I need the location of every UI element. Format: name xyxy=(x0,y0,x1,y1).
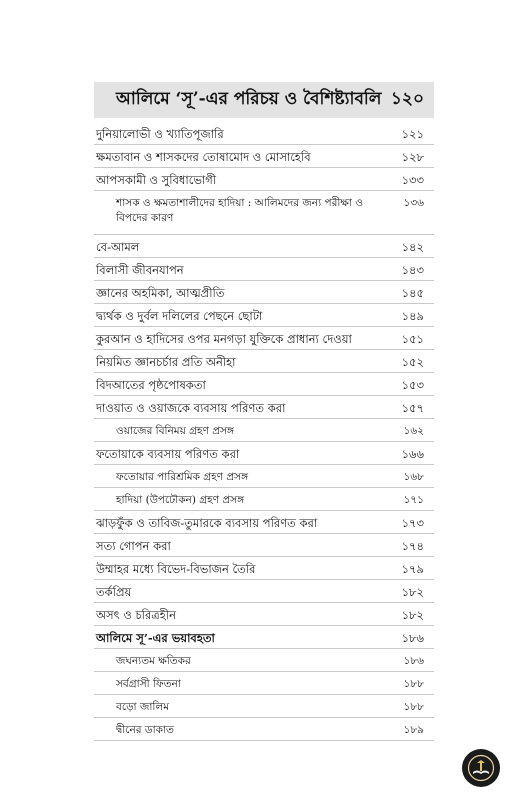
toc-entry[interactable] xyxy=(94,281,434,304)
toc-entry[interactable] xyxy=(94,396,434,419)
toc-page xyxy=(94,82,434,741)
entry-title: সত্য গোপন করা xyxy=(96,539,171,553)
toc-entry[interactable] xyxy=(94,168,434,191)
entry-title: বে-আমল xyxy=(96,240,140,254)
entry-page: ১৮৮ xyxy=(403,678,424,690)
entry-page: ১৮৮ xyxy=(403,701,424,713)
toc-entry[interactable] xyxy=(94,534,434,557)
entry-page: ১৫২ xyxy=(401,355,424,369)
entry-page: ১৬২ xyxy=(403,425,424,437)
entry-title: কুরআন ও হাদিসের ওপর মনগড়া যুক্তিকে প্রাধান্য দেওয়া xyxy=(96,332,352,346)
entry-page: ১৪২ xyxy=(401,240,424,254)
publisher-logo-icon xyxy=(462,749,500,787)
entry-title: বিলাসী জীবনযাপন xyxy=(96,263,184,277)
entry-title: শাসক ও ক্ষমতাশালীদের হাদিয়া : আলিমদের জন্য পরীক্ষা ও বিপদের কারণ xyxy=(116,197,363,224)
entry-title: ঝাড়ফুঁক ও তাবিজ-তুমারকে ব্যবসায় পরিণত করা xyxy=(96,516,318,530)
entry-page: ১৭৩ xyxy=(401,516,424,530)
entry-page: ১৭৪ xyxy=(401,539,424,553)
toc-subentry[interactable] xyxy=(94,718,434,741)
entry-page: ১৬৮ xyxy=(403,471,424,483)
entry-page: ১২১ xyxy=(401,127,424,141)
section-page-number: ১২০ xyxy=(390,89,424,109)
toc-entry[interactable] xyxy=(94,327,434,350)
entry-page: ১৭৯ xyxy=(401,562,424,576)
entry-title: ফতোয়াকে ব্যবসায় পরিণত করা xyxy=(96,447,240,461)
toc-entry[interactable] xyxy=(94,122,434,145)
entry-page: ১৭১ xyxy=(403,494,424,506)
entry-title: সর্বগ্রাসী ফিতনা xyxy=(116,678,181,690)
toc-entry[interactable] xyxy=(94,557,434,580)
entry-title: ফতোয়ার পারিশ্রমিক গ্রহণ প্রসঙ্গ xyxy=(116,471,249,483)
entry-title: তর্কপ্রিয় xyxy=(96,585,132,599)
entry-title: দুনিয়ালোভী ও খ্যাতিপূজারি xyxy=(96,127,224,141)
entry-page: ১৮২ xyxy=(401,608,424,622)
entry-page: ১৬৬ xyxy=(401,447,424,461)
entry-title: ওয়াজের বিনিময় গ্রহণ প্রসঙ্গ xyxy=(116,425,234,437)
entry-title: জঘন্যতম ক্ষতিকর xyxy=(116,655,191,667)
entry-page: ১৫১ xyxy=(401,332,424,346)
toc-entry[interactable] xyxy=(94,442,434,465)
entry-page: ১২৮ xyxy=(401,150,424,164)
entry-page: ১৫৭ xyxy=(401,401,424,415)
entry-page: ১৮৬ xyxy=(403,655,424,667)
toc-entry[interactable] xyxy=(94,304,434,327)
toc-subentry[interactable] xyxy=(94,488,434,511)
toc-section-header xyxy=(94,82,434,118)
entry-title: বড়ো জালিম xyxy=(116,701,170,713)
section-title: আলিমে ‘সূ’-এর পরিচয় ও বৈশিষ্ট্যাবলি xyxy=(116,89,382,109)
toc-subentry[interactable] xyxy=(94,695,434,718)
entry-page: ১৩৬ xyxy=(403,197,424,209)
entry-title: ক্ষমতাবান ও শাসকদের তোষামোদ ও মোসাহেবি xyxy=(96,150,311,164)
toc-list xyxy=(94,122,434,741)
entry-title: নিয়মিত জ্ঞানচর্চার প্রতি অনীহা xyxy=(96,355,236,369)
entry-page: ১৫৩ xyxy=(401,378,424,392)
toc-entry[interactable] xyxy=(94,580,434,603)
entry-page: ১৪৫ xyxy=(401,286,424,300)
entry-title: দ্ব্যর্থক ও দুর্বল দলিলের পেছনে ছোটা xyxy=(96,309,263,323)
entry-title: আপসকামী ও সুবিধাভোগী xyxy=(96,173,217,187)
toc-entry[interactable] xyxy=(94,258,434,281)
entry-title: দ্বীনের ডাকাত xyxy=(116,724,174,736)
entry-title: আলিমে সূ’-এর ভয়াবহতা xyxy=(96,631,215,645)
entry-title: উম্মাহর মধ্যে বিভেদ-বিভাজন তৈরি xyxy=(96,562,256,576)
entry-page: ১৮৬ xyxy=(401,631,424,645)
entry-title: দাওয়াত ও ওয়াজকে ব্যবসায় পরিণত করা xyxy=(96,401,286,415)
toc-subentry[interactable] xyxy=(94,465,434,488)
toc-entry[interactable] xyxy=(94,603,434,626)
toc-subentry[interactable] xyxy=(94,419,434,442)
entry-page: ১৮৯ xyxy=(403,724,424,736)
toc-entry[interactable] xyxy=(94,235,434,258)
entry-title: হাদিয়া (উপঢৌকন) গ্রহণ প্রসঙ্গ xyxy=(116,494,245,506)
entry-page: ১৩৩ xyxy=(401,173,424,187)
toc-entry[interactable] xyxy=(94,145,434,168)
toc-entry[interactable] xyxy=(94,373,434,396)
toc-subentry[interactable] xyxy=(94,191,434,235)
toc-subentry[interactable] xyxy=(94,649,434,672)
entry-title: বিদআতের পৃষ্ঠপোষকতা xyxy=(96,378,206,392)
entry-page: ১৪৯ xyxy=(401,309,424,323)
entry-page: ১৮২ xyxy=(401,585,424,599)
toc-entry[interactable] xyxy=(94,511,434,534)
toc-section-entry[interactable] xyxy=(94,626,434,649)
entry-page: ১৪৩ xyxy=(401,263,424,277)
toc-entry[interactable] xyxy=(94,350,434,373)
entry-title: অসৎ ও চরিত্রহীন xyxy=(96,608,176,622)
entry-title: জ্ঞানের অহমিকা, আত্মপ্রীতি xyxy=(96,286,225,300)
toc-subentry[interactable] xyxy=(94,672,434,695)
